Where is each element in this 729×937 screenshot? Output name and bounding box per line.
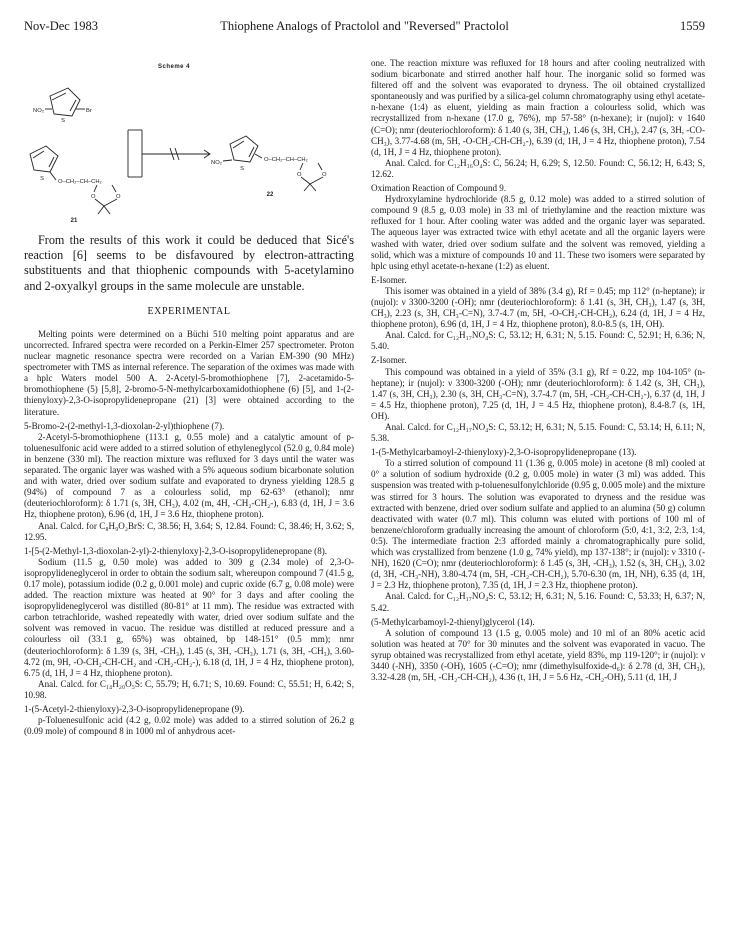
analysis-line: Anal. Calcd. for C₁₄H₂₀O₅S: C, 55.79; H, 6.71; S, 10.69. Found: C, 55.51; H, 6.42; S, 10.98. <box>24 678 354 700</box>
analysis-line: Anal. Calcd. for C₁₂H₁₇NO₄S: C, 53.12; H, 6.31; N, 5.16. Found: C, 53.33; H, 6.37; N, 5.42. <box>371 591 705 613</box>
reaction-arrow <box>128 130 210 177</box>
procedure-paragraph: A solution of compound 13 (1.5 g, 0.005 mole) and 10 ml of an 80% acetic acid solution was heated at 70° for 30 minutes and the solvent was evaporated in vacuo. The syrup obtained was recrystallized from ethyl acetate, yield 83%, mp 119-120°; ir (nujol): ν 3440 (-NH), 3350 (-OH), 1605 (-C=O); nmr (dimethylsulfoxide-d₆): δ 2.78 (d, 3H, CH₃), 3.32-4.28 (m, 5H, -CH₂-CH-CH₂), 4.36 (t, 1H, J = 5.6 Hz, -CH₂-OH), 5.11 (d, 1H, J <box>371 627 705 683</box>
oxygen-label: O <box>322 172 327 178</box>
compound-heading: 1-[5-(2-Methyl-1,3-dioxolan-2-yl)-2-thienyloxy]-2,3-O-isopropylidenepropane (8). <box>24 545 328 556</box>
analysis-line: Anal. Calcd. for C₁₂H₁₆O₄S: C, 56.24; H, 6.29; S, 12.50. Found: C, 56.12; H, 6.43; S, 12.62. <box>371 157 705 179</box>
left-column <box>24 233 354 737</box>
compound-number: 21 <box>70 218 78 224</box>
scheme-title: Scheme 4 <box>158 64 191 70</box>
procedure-paragraph: 2-Acetyl-5-bromothiophene (113.1 g, 0.55 mole) and a catalytic amount of p-toluenesulfonic acid were added to a stirred solution of ethyleneglycol (52.0 g, 0.84 mole) in benzene (330 ml). The reaction mixture was refluxed for 3 days until the water was separated. The organic layer was washed with a 5% aqueous sodium bicarbonate solution and with water, dried over sodium sulfate and evaporated to dryness yielding 128.5 g (94%) of compound 7 as a colourless solid, mp 62-63° (ethanol); nmr (deuteriochloroform): δ 1.71 (s, 3H, CH₃), 4.02 (m, 4H, -CH₂-CH₂-), 6.83 (d, 1H, J = 3.6 Hz, thiophene proton), 6.96 (d, 1H, J = 3.6 Hz, thiophene proton). <box>24 431 354 520</box>
sulfur-label: S <box>40 176 44 182</box>
procedure-paragraph: This isomer was obtained in a yield of 38% (3.4 g), Rf = 0.45; mp 112° (n-heptane); ir (nujol): ν 3300-3200 (-OH); nmr (deuteriochloroform): δ 1.41 (s, 3H, CH₃), 1.47 (s, 3H, CH₃), 2.23 (s, 3H, CH₃-C=N), 3.7-4.7 (m, 5H, -O-CH₂-CH-CH₂), 6.24 (d, 1H, J = 4 Hz, thiophene proton), 6.96 (d, 1H, J = 4 Hz, thiophene proton), 8.0-8.5 (s, 1H, OH). <box>371 285 705 330</box>
isomer-heading: E-Isomer. <box>371 274 407 285</box>
conclusion-paragraph: From the results of this work it could be deduced that Sicé's reaction [6] seems to be disfavoured by electron-attracting substituents and that thiophenic compounds with 5-acetylamino and 2-oxyalkyl groups in the same molecule are unstable. <box>24 233 354 293</box>
compound-heading: Oximation Reaction of Compound 9. <box>371 183 507 194</box>
oxygen-label: O <box>297 172 302 178</box>
oxygen-label: O <box>116 194 121 200</box>
scheme-4-diagram <box>24 74 354 224</box>
page-number: 1559 <box>680 19 705 33</box>
nitro-label: NO₂ <box>33 108 44 114</box>
analysis-line: Anal. Calcd. for C₁₂H₁₇NO₄S: C, 53.12; H, 6.31; N, 5.15. Found: C, 53.14; H, 6.11; N, 5.38. <box>371 422 705 444</box>
procedure-paragraph: To a stirred solution of compound 11 (1.36 g, 0.005 mole) in acetone (8 ml) cooled at 0° a solution of sodium hydroxide (0.2 g, 0.005 mole) in water (3 ml) was added. This suspension was treated with p-toluenesulfonylchloride (0.95 g, 0.005 mole) and the mixture was stirred for 3 hours. The solution was evaporated to dryness and the residue was extracted with benzene, dried over sodium sulfate and applied to an alumina (50 g) column deactivated with water (0.7 ml). This column was eluted with portions of 100 ml of benzene/chloroform gradually increasing the amount of chloroform (5:0, 4:1, 3:2, 2:3, 1:4, 0:5). The intermediate fraction 2:3 afforded mainly a chromatographically pure solid, which was crystallized from benzene (1.0 g, 74% yield), mp 137-138°; ir (nujol): ν 3310 (-NH), 1620 (C=O); nmr (deuteriochloroform): δ 1.45 (s, 3H, -CH₃), 1.52 (s, 3H, CH₃), 3.02 (d, 3H, -CH₃-NH), 3.80-4.74 (m, 5H, -CH₂-CH-CH₂), 5.70-6.30 (m, 1H, NH), 6.35 (d, 1H, J = 2.3 Hz, thiophene proton), 7.35 (d, 1H, J = 2.3 Hz, thiophene proton). <box>371 458 705 591</box>
structure-nitro-bromothiophene <box>33 88 92 124</box>
procedure-paragraph: p-Toluenesulfonic acid (4.2 g, 0.02 mole) was added to a stirred solution of 26.2 g (0.09 mole) of compound 8 in 1000 ml of anhydrous acet- <box>24 715 354 737</box>
procedure-paragraph: Hydroxylamine hydrochloride (8.5 g, 0.12 mole) was added to a stirred solution of compound 9 (8.5 g, 0.03 mole) in 33 ml of triethylamine and the reaction mixture was refluxed for 1 hour. After cooling water was added and the organic layer was separated. The aqueous layer was extracted twice with ethyl acetate and all the organic layers were washed with water, dried over sodium sulfate and the solvent was removed, yielding a solid, which was a mixture of compounds 10 and 11. These two isomers were separated by hplc using ethyl acetate-n-hexane (1:2) as eluent. <box>371 194 705 271</box>
procedure-paragraph: This compound was obtained in a yield of 35% (3.1 g), Rf = 0.22, mp 104-105° (n-heptane); ir (nujol): ν 3300-3200 (-OH); nmr (deuteriochloroform): δ 1.42 (s, 3H, CH₃), 1.47 (s, 3H, CH₃), 2.30 (s, 3H, CH₃-C=N), 3.7-4.7 (m, 5H, -CH₂-CH-CH₂-), 6.37 (d, 1H, J = 4.5 Hz, thiophene proton), 7.25 (d, 1H, J = 4.5 Hz, thiophene proton), 8.4-8.7 (s, 1H, OH). <box>371 366 705 421</box>
side-chain-label: O–CH₂–CH–CH₂ <box>58 179 102 185</box>
isomer-heading: Z-Isomer. <box>371 355 407 366</box>
analysis-line: Anal. Calcd. for C₈H₉O₂BrS: C, 38.56; H, 3.64; S, 12.84. Found: C, 38.46; H, 3.62; S, 12.95. <box>24 520 354 542</box>
general-methods-paragraph: Melting points were determined on a Büchi 510 melting point apparatus and are uncorrected. Infrared spectra were recorded on a Perkin-Elmer 257 spectrometer. Proton nuclear magnetic resonance spectra were recorded on a Varian EM-390 (90 MHz) spectrometer with TMS as internal reference. The separation of the oximes was made with a hplc Waters model 500 A. 2-Acetyl-5-bromothiophene [7], 2-acetamido-5-bromothiophene (5) [5,8], 2-bromo-5-N-methylcarboxamidothiophene (6) [5], and 1-(2-thienyloxy)-2,3-O-isopropylidenepropane (21) [3] were obtained according to the literature. <box>24 328 354 417</box>
header-date: Nov-Dec 1983 <box>24 19 98 33</box>
header-title: Thiophene Analogs of Practolol and "Reversed" Practolol <box>220 19 509 33</box>
compound-heading: 1-(5-Methylcarbamoyl-2-thienyloxy)-2,3-O-isopropylidenepropane (13). <box>371 447 637 458</box>
compound-heading: 5-Bromo-2-(2-methyl-1,3-dioxolan-2-yl)thiophene (7). <box>24 420 225 431</box>
running-header <box>24 19 705 35</box>
sulfur-label: S <box>240 166 244 172</box>
right-column <box>371 58 705 683</box>
oxygen-label: O <box>91 194 96 200</box>
nitro-label: NO₂ <box>211 160 222 166</box>
bromo-label: Br <box>86 108 92 114</box>
compound-heading: 1-(5-Acetyl-2-thienyloxy)-2,3-O-isopropylidenepropane (9). <box>24 704 245 714</box>
compound-number: 22 <box>266 192 274 198</box>
compound-heading: (5-Methylcarbamoyl-2-thienyl)glycerol (14). <box>371 616 535 627</box>
structure-22 <box>211 136 327 198</box>
analysis-line: Anal. Calcd. for C₁₂H₁₇NO₄S: C, 53.12; H, 6.31; N, 5.15. Found: C, 52.91; H, 6.36; N, 5.40. <box>371 330 705 352</box>
section-heading-experimental: EXPERIMENTAL <box>147 305 231 317</box>
procedure-paragraph: one. The reaction mixture was refluxed for 18 hours and after cooling neutralized with sodium bicarbonate and stirred another half hour. The inorganic solid so formed was filtered off and the solvent was evaporated to dryness. The oil obtained crystallized spontaneously and was purified by a silica-gel column chromatography using ethyl acetate-n-hexane (1:4) as eluent, yielding as main fraction a colourless solid, which was recrystallized from n-hexane (17.0 g, 76%), mp 57-58° (n-hexane); ir (nujol): ν 1640 (C=O); nmr (deuteriochloroform): δ 1.40 (s, 3H, CH₃), 1.46 (s, 3H, CH₃), 2.47 (s, 3H, -CO-CH₃), 3.77-4.68 (m, 5H, -O-CH₂-CH-CH₂-), 6.39 (d, 1H, J = 4 Hz, thiophene proton), 7.54 (d, 1H, J = 4 Hz, thiophene proton). <box>371 58 705 157</box>
procedure-paragraph: Sodium (11.5 g, 0.50 mole) was added to 309 g (2.34 mole) of 2,3-O-isopropylideneglycerol in order to obtain the sodium salt, whereupon compound 7 (41.5 g, 0.17 mole), potassium iodide (0.2 g, 0.001 mole) and cupric oxide (6.7 g, 0.08 mole) were added. The reaction mixture was heated at 90° for 3 days and after cooling the isopropylideneglycerol was distilled (80-81° at 11 mm). The residue was extracted with carbon tetrachloride, washed repeatedly with water, dried over sodium sulfate and the solvent was removed in vacuo. The residue was distilled at reduced pressure and a colourless oil (33.1 g, 65%) was obtained, bp 148-151° (0.5 mm); nmr (deuteriochloroform): δ 1.39 (s, 3H, -CH₃), 1.45 (s, 3H, -CH₃), 1.71 (s, 3H, -CH₃), 3.60-4.72 (m, 9H, -O-CH₂-CH-CH₂ and -CH₂-CH₂-), 6.18 (d, 1H, J = 4 Hz, thiophene proton), 6.75 (d, 1H, J = 4 Hz, thiophene proton). <box>24 556 354 678</box>
side-chain-label: O–CH₂–CH–CH₂ <box>264 157 308 163</box>
structure-21 <box>30 146 121 224</box>
sulfur-label: S <box>61 118 65 124</box>
